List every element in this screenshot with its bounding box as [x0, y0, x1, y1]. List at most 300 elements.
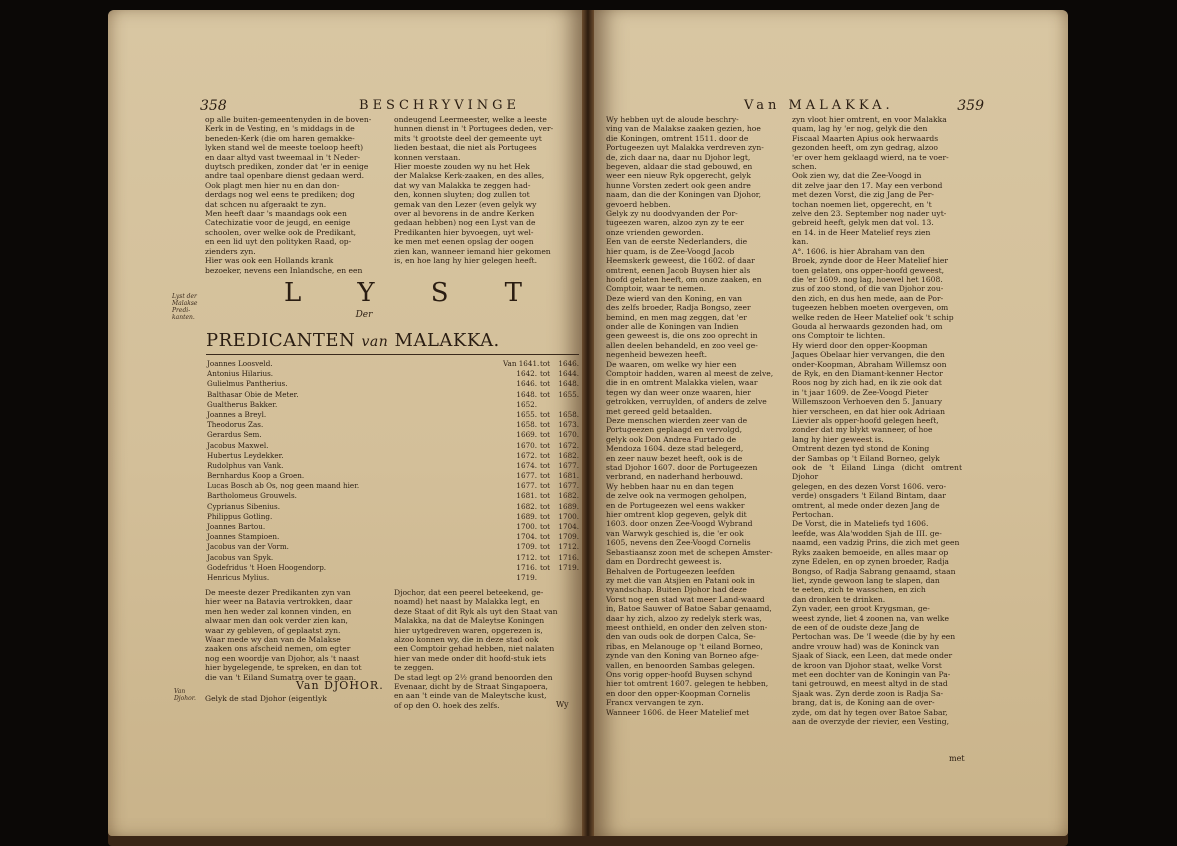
- text-line: Heemskerk geweest, die 1602. of daar: [606, 256, 755, 266]
- minister-end-year: 1681.: [558, 471, 579, 481]
- left-col2-bottom-text: [394, 588, 580, 710]
- text-line: hunnen dienst in 't Portugees deden, ver-: [394, 124, 554, 134]
- text-line: zus of zoo stond, of die van Djohor zou-: [792, 284, 944, 294]
- minister-name: Henricus Mylius.: [207, 572, 270, 582]
- text-line: Kerk in de Vesting, en 's middags in de: [205, 124, 355, 134]
- text-line: noamd) het naast by Malakka legt, en: [394, 597, 540, 607]
- text-line: vyandschap. Buiten Djohor had deze: [606, 585, 747, 595]
- text-line: schoolen, over welke ook de Predikant,: [205, 227, 357, 237]
- text-line: Ons vorig opper-hoofd Buysen schynd: [606, 669, 753, 679]
- minister-start-year: 1681.: [516, 491, 537, 501]
- text-line: hier quam, is de Zee-Voogd Jacob: [606, 246, 735, 256]
- heading-rule: [206, 354, 579, 355]
- lyst-letter: S: [430, 278, 451, 308]
- text-line: ke men met eenen opslag der oogen: [394, 237, 534, 247]
- text-line: Pertochan.: [792, 510, 834, 520]
- djohor-subheading: Van DJOHOR.: [296, 679, 384, 692]
- text-line: Hier moeste zouden wy nu het Hek: [394, 162, 530, 172]
- text-line: Evenaar, dicht by de Straat Singapoera,: [394, 682, 548, 692]
- tot-separator: tot: [539, 430, 551, 440]
- text-line: Sjaak of Siack, een Leen, dat mede onder: [792, 651, 953, 661]
- text-line: Djochor, dat een peerel beteekend, ge-: [394, 588, 544, 597]
- text-line: Mendoza 1604. deze stad belegerd,: [606, 444, 744, 454]
- text-line: Zyn vader, een groot Krygsman, ge-: [792, 604, 930, 614]
- text-line: Malakka, na dat de Maleytse Koningen: [394, 616, 545, 626]
- minister-name: Philippus Gotling.: [207, 511, 273, 521]
- text-line: deze Staat of dit Ryk als uyt den Staat van: [394, 606, 558, 616]
- margin-note-line: Lyst der: [172, 293, 197, 300]
- text-line: en de Portugeezen wel eens wakker: [606, 500, 745, 510]
- text-line: die Koningen, omtrent 1511. door de: [606, 133, 749, 143]
- text-line: lyken stand wel de meeste toeloop heeft): [205, 143, 364, 153]
- text-line: Vorst nog een stad wat meer Land-waard: [606, 594, 765, 604]
- text-line: Portugeezen geplaagd en vervolgd,: [606, 425, 743, 435]
- text-line: Fiscaal Maarten Apius ook herwaards: [792, 133, 939, 143]
- minister-name: Rudolphus van Vank.: [207, 460, 284, 470]
- text-line: tegen wy dan weer onze waaren, hier: [606, 387, 751, 397]
- left-col1-top-text: [205, 115, 385, 275]
- text-line: vallen, en benoorden Sambas gelegen.: [606, 660, 755, 670]
- margin-note-djohor: [174, 688, 204, 702]
- minister-start-year: 1674.: [516, 460, 537, 470]
- tot-separator: tot: [539, 359, 551, 368]
- minister-name: Gerardus Sem.: [207, 430, 262, 440]
- text-line: en aan 't einde van de Maleytsche kust,: [394, 691, 547, 701]
- minister-end-year: 1709.: [558, 532, 579, 542]
- text-line: Roos nog by zich had, en ik zie ook dat: [792, 378, 942, 388]
- minister-end-year: 1644.: [558, 369, 579, 379]
- minister-name: Lucas Bosch ab Os, nog geen maand hier.: [207, 481, 360, 491]
- text-line: Omtrent dezen tyd stond de Koning: [792, 444, 930, 454]
- minister-end-year: 1704.: [558, 522, 579, 531]
- text-line: zyde, om dat hy tegen over Batoe Sabar,: [792, 707, 948, 717]
- right-custos: met: [949, 754, 965, 763]
- text-line: Comptoir, waar te nemen.: [606, 284, 707, 294]
- minister-end-year: 1655.: [558, 389, 579, 399]
- margin-note-lyst: [172, 293, 204, 321]
- minister-row: [207, 542, 579, 552]
- text-line: quam, lag hy 'er nog, gelyk die den: [792, 124, 928, 134]
- text-line: zelve den 23. September nog nader uyt-: [792, 209, 947, 219]
- lyst-letter: L: [284, 278, 304, 308]
- text-line: Deze wierd van den Koning, en van: [606, 293, 743, 303]
- text-line: over al bevorens in de andre Kerken: [394, 209, 535, 219]
- right-col1-text: [606, 115, 784, 717]
- text-line: naam, dan die der Koningen van Djohor,: [606, 190, 761, 200]
- text-line: hier weer na Batavia vertrokken, daar: [205, 597, 353, 607]
- text-line: met dezen Vorst, die zig Jang de Per-: [792, 190, 934, 200]
- text-line: daar hy zich, alzoo zy redelyk sterk was,: [606, 613, 762, 623]
- minister-row: [207, 369, 579, 379]
- text-line: ving van de Malakse zaaken gezien, hoe: [606, 124, 761, 134]
- text-line: zynde van den Koning van Borneo afge-: [606, 651, 759, 661]
- margin-note-line: Predi-: [172, 307, 191, 314]
- minister-row: [207, 451, 579, 461]
- tot-separator: tot: [539, 369, 551, 379]
- text-line: Waar mede wy dan van de Malakse: [205, 635, 341, 645]
- left-col1-last-line: [205, 694, 385, 703]
- text-line: der Sambas op 't Eiland Borneo, gelyk: [792, 453, 940, 463]
- left-page: [108, 10, 582, 836]
- text-line: dam en Dordrecht geweest is.: [606, 557, 722, 567]
- text-line: dan dronken te drinken.: [792, 594, 886, 604]
- text-line: omtrent, eenen Jacob Buysen hier als: [606, 265, 751, 275]
- text-line: verde) onsgaders 't Eiland Bintam, daar: [792, 491, 946, 501]
- minister-name: Jacobus van Spyk.: [207, 552, 274, 562]
- tot-separator: [537, 400, 553, 410]
- lyst-letter: T: [504, 278, 524, 308]
- minister-row: [207, 471, 579, 481]
- minister-end-year: 1658.: [558, 409, 579, 419]
- tot-separator: tot: [539, 460, 551, 470]
- text-line: hoofd gelaten heeft, om onze zaaken, en: [606, 274, 762, 284]
- open-book: [108, 10, 1068, 846]
- minister-start-year: 1646.: [516, 379, 537, 389]
- text-line: onder alle de Koningen van Indien: [606, 321, 739, 331]
- minister-row: [207, 359, 579, 369]
- minister-end-year: [553, 400, 579, 410]
- text-line: onder-Koopman, Abraham Willemsz oon: [792, 359, 947, 369]
- text-line: de kroon van Djohor staat, welke Vorst: [792, 660, 942, 670]
- text-line: men hen weder zal konnen vinden, en: [205, 606, 352, 616]
- minister-name: Joannes Bartou.: [207, 522, 266, 531]
- text-line: hier van mede onder dit hoofd-stuk iets: [394, 653, 547, 663]
- text-line: zyn vloot hier omtrent, en voor Malakka: [792, 115, 947, 124]
- text-line: andre taal openbare dienst gedaan werd.: [205, 171, 365, 181]
- minister-end-year: 1646.: [558, 359, 579, 368]
- tot-separator: tot: [539, 562, 551, 572]
- tot-separator: tot: [539, 379, 551, 389]
- minister-start-year: 1652.: [516, 399, 537, 409]
- text-line: de Ryk, en den Diamant-kenner Hector: [792, 368, 943, 378]
- text-line: Een van de eerste Nederlanders, die: [606, 237, 748, 247]
- text-line: 1603. door onzen Zee-Voogd Wybrand: [606, 519, 753, 529]
- minister-end-year: 1682.: [558, 491, 579, 501]
- text-line: de zelve ook na vermogen geholpen,: [606, 491, 747, 501]
- text-line: zienders zyn.: [205, 246, 256, 256]
- minister-end-year: 1712.: [558, 542, 579, 552]
- text-line: den van ouds ook de dorpen Calca, Se-: [606, 632, 756, 642]
- text-line: dit zelve jaar den 17. May een verbond: [792, 180, 943, 190]
- text-line: Jaques Obelaar hier vervangen, die den: [792, 350, 945, 360]
- text-line: omtrent, al mede onder dezen Jang de: [792, 500, 940, 510]
- text-line: Gouda al herwaards gezonden had, om: [792, 321, 943, 331]
- minister-row: [207, 512, 579, 522]
- text-line: den, konnen sluyten; dog zullen tot: [394, 190, 530, 200]
- text-line: gevoerd hebben.: [606, 199, 671, 209]
- minister-row: [207, 420, 579, 430]
- text-line: konnen verstaan.: [394, 152, 461, 162]
- text-line: gemak van den Lezer (even gelyk wy: [394, 199, 537, 209]
- minister-row: [207, 400, 579, 410]
- text-line: des zelfs broeder, Radja Bongso, zeer: [606, 303, 751, 313]
- right-col2-text: [792, 115, 962, 726]
- minister-name: Joannes a Breyl.: [207, 409, 267, 419]
- text-line: Portugeezen uyt Malakka verdreven zyn-: [606, 143, 764, 153]
- tot-separator: tot: [539, 552, 551, 562]
- minister-start-year: 1672.: [516, 450, 537, 460]
- text-line: meest onthield, en onder den zelven ston-: [606, 622, 768, 632]
- text-line: Catechizatie voor de jeugd, en eenige: [205, 218, 351, 228]
- text-line: nog een woordje van Djohor, als 't naast: [205, 653, 360, 663]
- text-line: dat schcen nu afgeraakt te zyn.: [205, 199, 327, 209]
- text-line: en door den opper-Koopman Cornelis: [606, 688, 751, 698]
- text-line: Ook zien wy, dat die Zee-Voogd in: [792, 171, 922, 181]
- text-line: die van 't Eiland Sumatra over te gaan.: [205, 672, 356, 682]
- minister-end-year: 1672.: [558, 440, 579, 450]
- text-line: Francx vervangen te zyn.: [606, 698, 704, 708]
- text-line: te eeten, zich te wasschen, en zich: [792, 585, 926, 595]
- text-line: in, Batoe Sauwer of Batoe Sabar genaamd,: [606, 604, 772, 614]
- text-line: getrokken, verruylden, of anders de zelve: [606, 397, 767, 407]
- text-line: duytsch prediken, zonder dat 'er in eenige: [205, 162, 369, 172]
- text-line: in 't jaar 1609. de Zee-Voogd Pieter: [792, 387, 929, 397]
- text-line: gezonden heeft, om zyn gedrag, alzoo: [792, 143, 938, 153]
- text-line: hier verscheen, en dat hier ook Adriaan: [792, 406, 946, 416]
- text-line: gelyk ook Don Andrea Furtado de: [606, 434, 737, 444]
- minister-start-year: 1712.: [516, 552, 537, 562]
- text-line: mits 't grootste deel der gemeente uyt: [394, 133, 542, 143]
- tot-separator: tot: [539, 532, 551, 542]
- tot-separator: tot: [539, 542, 551, 552]
- tot-separator: tot: [539, 511, 551, 521]
- minister-end-year: 1673.: [558, 420, 579, 430]
- minister-name: Joannes Loosveld.: [207, 359, 273, 368]
- minister-start-year: 1677.: [516, 471, 537, 481]
- minister-name: Hubertus Leydekker.: [207, 450, 284, 460]
- text-line: tugeezen hebben moeten overgeven, om: [792, 303, 949, 313]
- minister-start-year: 1709.: [516, 542, 537, 552]
- text-line: ribas, en Melanouge op 't eiland Borneo,: [606, 641, 763, 651]
- text-line: hier uytgedreven waren, opgerezen is,: [394, 625, 543, 635]
- text-line: alwaar men dan ook verder zien kan,: [205, 616, 348, 626]
- left-running-title: BESCHRYVINGE: [359, 98, 520, 113]
- text-line: kan.: [792, 237, 809, 247]
- minister-row: [207, 390, 579, 400]
- van-word: van: [361, 334, 389, 350]
- tot-separator: tot: [539, 501, 551, 511]
- text-line: de een of de oudste deze Jang de: [792, 622, 920, 632]
- text-line: der Malakse Kerk-zaaken, en des alles,: [394, 171, 545, 181]
- text-line: Wy hebben uyt de aloude beschry-: [606, 115, 739, 124]
- text-line: Behalven de Portugeezen leefden: [606, 566, 735, 576]
- minister-name: Balthasar Obie de Meter.: [207, 389, 299, 399]
- text-line: verbrand, en naderhand herbouwd.: [606, 472, 743, 482]
- text-line: zaaken ons afscheid nemen, om egter: [205, 644, 351, 654]
- text-line: Sjaak was. Zyn derde zoon is Radja Sa-: [792, 688, 944, 698]
- minister-name: Bartholomeus Grouwels.: [207, 491, 297, 501]
- minister-name: Cyprianus Sibenius.: [207, 501, 281, 511]
- tot-separator: tot: [539, 471, 551, 481]
- text-line: en 14. in de Heer Matelief reys zien: [792, 227, 931, 237]
- minister-end-year: 1689.: [558, 501, 579, 511]
- minister-start-year: 1642.: [516, 369, 537, 379]
- text-line: ook de 't Eiland Linga (dicht omtrent Djohor: [792, 463, 962, 482]
- minister-end-year: 1682.: [558, 450, 579, 460]
- text-line: Willemszoon Verhoeven den 5. January: [792, 397, 943, 407]
- margin-note-line: kanten.: [172, 314, 195, 321]
- text-line: met een dochter van de Koningin van Pa-: [792, 669, 951, 679]
- minister-list: [207, 359, 579, 583]
- minister-start-year: 1682.: [516, 501, 537, 511]
- text-line: leefde, was Ala'wodden Sjah de III. ge-: [792, 528, 942, 538]
- tot-separator: tot: [539, 389, 551, 399]
- text-line: van Warwyk geschied is, die 'er ook: [606, 528, 744, 538]
- text-line: hier tot omtrent 1607. gelegen te hebben,: [606, 679, 769, 689]
- right-running-head: [604, 98, 984, 114]
- text-line: lieden bestaat, die niet als Portugees: [394, 143, 537, 153]
- text-line: naamd, een vadzig Prins, die zich met geen: [792, 538, 960, 548]
- text-line: welke reden de Heer Matelief ook 't schip: [792, 312, 954, 322]
- minister-start-year: 1669.: [516, 430, 537, 440]
- text-line: Men heeft daar 's maandags ook een: [205, 209, 347, 219]
- text-line: Ook plagt men hier nu en dan don-: [205, 180, 340, 190]
- minister-row: [207, 430, 579, 440]
- minister-start-year: 1689.: [516, 511, 537, 521]
- minister-end-year: 1648.: [558, 379, 579, 389]
- text-line: zyne Edelen, en op zynen broeder, Radja: [792, 557, 949, 567]
- text-line: Bongso, of Radja Sabrang genaamd, staan: [792, 566, 956, 576]
- text-line: De Vorst, die in Mateliefs tyd 1606.: [792, 519, 929, 529]
- minister-row: [207, 379, 579, 389]
- minister-start-year: 1700.: [516, 522, 537, 531]
- text-line: Sebastiaansz zoon met de schepen Amster-: [606, 547, 773, 557]
- text-line: de, zich daar na, daar nu Djohor legt,: [606, 152, 751, 162]
- text-line: zy met die van Atsjien en Patani ook in: [606, 575, 755, 585]
- minister-row: [207, 532, 579, 542]
- text-line: gelegen, en des dezen Vorst 1606. vero-: [792, 481, 947, 491]
- text-line: De meeste dezer Predikanten zyn van: [205, 588, 351, 597]
- text-line: hier omtrent klop gegeven, gelyk dit: [606, 510, 747, 520]
- margin-note-line: Van: [174, 688, 186, 695]
- tot-separator: tot: [539, 522, 551, 531]
- margin-note-line: Djohor.: [174, 695, 196, 702]
- book-gutter: [582, 10, 594, 836]
- minister-end-year: 1677.: [558, 481, 579, 491]
- minister-row: [207, 491, 579, 501]
- tot-separator: tot: [539, 420, 551, 430]
- predicanten-word: PREDICANTEN: [206, 330, 356, 351]
- text-line: gedaan hebben) nog een Lyst van de: [394, 218, 536, 228]
- minister-row: [207, 502, 579, 512]
- text-line: Predikanten hier byvoegen, uyt wel-: [394, 227, 534, 237]
- text-line: bezoeker, nevens een Inlandsche, en een: [205, 265, 363, 275]
- minister-row: [207, 410, 579, 420]
- text-line: aan de overzyde der rievier, een Vesting,: [792, 717, 950, 726]
- text-line: Hier was ook een Hollands krank: [205, 256, 334, 266]
- minister-start-year: 1677.: [516, 481, 537, 491]
- text-line: bemind, en men mag zeggen, dat 'er: [606, 312, 747, 322]
- text-line: Gelyk zy nu doodvyanden der Por-: [606, 209, 738, 219]
- text-line: zien kan, wanneer iemand hier gekomen: [394, 246, 551, 256]
- lyst-letter: Y: [357, 278, 377, 308]
- text-line: Comptoir hadden, waren al meest de zelve,: [606, 368, 774, 378]
- minister-name: Joannes Stampioen.: [207, 532, 280, 542]
- tot-separator: tot: [539, 440, 551, 450]
- right-running-title: Van MALAKKA.: [744, 98, 894, 113]
- left-running-head: [200, 98, 580, 114]
- text-line: schen.: [792, 162, 817, 172]
- text-line: te zeggen.: [394, 663, 434, 673]
- text-line: en daar altyd vast tweemaal in 't Neder-: [205, 152, 361, 162]
- minister-row: [207, 553, 579, 563]
- text-line: den zich, en dus hen mede, aan de Por-: [792, 293, 944, 303]
- text-line: Pertochan was. De 'I weede (die by hy een: [792, 632, 956, 642]
- der-subheading: Der: [355, 310, 373, 320]
- minister-name: Antonius Hilarius.: [207, 369, 274, 379]
- text-line: tochan noemen liet, opgerecht, en 't: [792, 199, 932, 209]
- minister-end-year: [553, 573, 579, 583]
- minister-start-year: 1655.: [516, 409, 537, 419]
- minister-row: [207, 563, 579, 573]
- text-line: Wy hebben haar nu en dan tegen: [606, 481, 734, 491]
- text-line: andre vrouw had) was de Koninck van: [792, 641, 940, 651]
- minister-start-year: 1716.: [516, 562, 537, 572]
- text-line: De waaren, om welke wy hier een: [606, 359, 737, 369]
- text-line: alzoo konnen wy, die in deze stad ook: [394, 635, 539, 645]
- minister-row: [207, 441, 579, 451]
- left-col2-top-text: [394, 115, 580, 266]
- text-line: onze vrienden geworden.: [606, 227, 704, 237]
- left-custos: Wy: [556, 700, 569, 709]
- text-line: liet, zynde gewoon lang te slapen, dan: [792, 575, 940, 585]
- text-line: stad Djohor 1607. door de Portugeezen: [606, 463, 758, 473]
- text-line: beneden-Kerk (die om haren gemakke-: [205, 133, 355, 143]
- minister-row: [207, 522, 579, 532]
- text-line: lang hy hier geweest is.: [792, 434, 884, 444]
- tot-separator: tot: [539, 481, 551, 491]
- text-line: allen deelen behandeld, en zoo veel ge-: [606, 340, 758, 350]
- text-line: Broek, zynde door de Heer Matelief hier: [792, 256, 948, 266]
- minister-start-year: Van 1641.: [503, 359, 540, 368]
- text-line: geen geweest is, die ons zoo oprecht in: [606, 331, 758, 341]
- text-line: 1605, nevens den Zee-Voogd Cornelis: [606, 538, 751, 548]
- text-line: met gereed geld betaalden.: [606, 406, 713, 416]
- minister-end-year: 1716.: [558, 552, 579, 562]
- text-line: weer een nieuw Ryk opgerecht, gelyk: [606, 171, 751, 181]
- left-col1-bottom-text: [205, 588, 385, 682]
- text-line: toen gelaten, ons opper-hoofd geweest,: [792, 265, 945, 275]
- text-line: Deze menschen wierden zeer van de: [606, 416, 748, 425]
- minister-name: Theodorus Zas.: [207, 420, 264, 430]
- minister-name: Jacobus van der Vorm.: [207, 542, 289, 552]
- text-line: die in en omtrent Malakka vielen, waar: [606, 378, 758, 388]
- minister-row: [207, 461, 579, 471]
- minister-row: [207, 573, 579, 583]
- minister-name: Godefridus 't Hoen Hoogendorp.: [207, 562, 327, 572]
- text-line: die 'er 1609. nog lag, hoewel het 1608.: [792, 274, 943, 284]
- text-line: Lievier als opper-hoofd gelegen heeft,: [792, 416, 939, 425]
- right-page: [594, 10, 1068, 836]
- minister-end-year: 1700.: [558, 511, 579, 521]
- margin-note-line: Malakse: [172, 300, 198, 307]
- text-line: dat wy van Malakka te zeggen had-: [394, 180, 531, 190]
- minister-end-year: 1670.: [558, 430, 579, 440]
- text-line: 'er over hem geklaagd wierd, na te voer-: [792, 152, 949, 162]
- minister-start-year: 1704.: [516, 532, 537, 542]
- text-line: en een lid uyt den polityken Raad, op-: [205, 237, 352, 247]
- text-line: derdags nog wel eens te prediken; dog: [205, 190, 355, 200]
- text-line: waar zy gebleven, of geplaatst zyn.: [205, 625, 341, 635]
- tot-separator: [537, 573, 553, 583]
- minister-name: Gualtherus Bakker.: [207, 399, 278, 409]
- minister-name: Bernhardus Koop a Groen.: [207, 471, 305, 481]
- text-line: ondeugend Leermeester, welke a leeste: [394, 115, 547, 124]
- text-line: Hy wierd door den opper-Koopman: [792, 340, 928, 350]
- malakka-word: MALAKKA.: [394, 330, 500, 351]
- djohor-first-line: Gelyk de stad Djohor (eigentlyk: [205, 694, 327, 703]
- text-line: is, en hoe lang hy hier gelegen heeft.: [394, 256, 537, 266]
